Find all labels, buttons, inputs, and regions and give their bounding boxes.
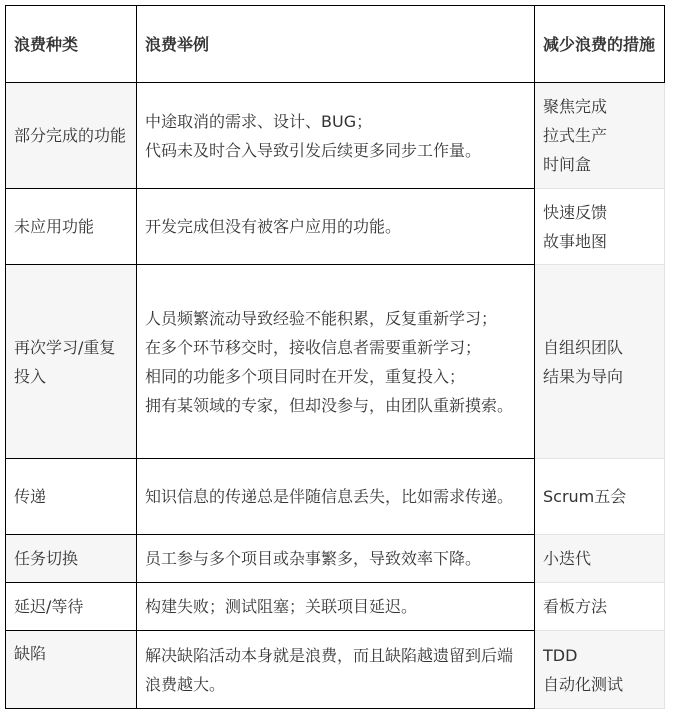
- table-header-row: [6, 6, 665, 83]
- measures-cell: [535, 535, 665, 583]
- table-row: [6, 189, 665, 265]
- measure-line: 快速反馈: [543, 202, 608, 222]
- waste-examples-cell: [137, 583, 535, 631]
- measure-line: 聚焦完成: [543, 97, 608, 116]
- example-line: 员工参与多个项目或杂事繁多，导致效率下降。: [145, 549, 482, 568]
- header-waste-examples: 浪费举例: [137, 6, 535, 83]
- header-reduction-measures: 减少浪费的措施: [535, 6, 665, 83]
- measure-line: 时间盒: [543, 155, 592, 174]
- table-row: [6, 459, 665, 535]
- table-row: [6, 631, 665, 709]
- waste-examples-cell: [137, 265, 535, 459]
- measures-cell: [535, 583, 665, 631]
- waste-examples-cell: [137, 459, 535, 535]
- example-line: 构建失败；测试阻塞；关联项目延迟。: [145, 597, 418, 616]
- measure-line: TDD: [543, 645, 578, 665]
- waste-examples-cell: [137, 189, 535, 265]
- example-line: 开发完成但没有被客户应用的功能。: [145, 217, 402, 236]
- waste-type-cell: 任务切换: [6, 535, 137, 583]
- waste-type-cell: 延迟/等待: [6, 583, 137, 631]
- measures-cell: [535, 189, 665, 265]
- header-waste-type: 浪费种类: [6, 6, 137, 83]
- measure-line: 结果为导向: [543, 366, 624, 386]
- example-line: 在多个环节移交时，接收信息者需要重新学习；: [145, 337, 482, 357]
- example-line: 知识信息的传递总是伴随信息丢失，比如需求传递。: [145, 487, 514, 506]
- waste-type-cell: 再次学习/重复投入: [6, 265, 137, 459]
- example-line: 中途取消的需求、设计、BUG；: [145, 111, 373, 131]
- measure-line: 看板方法: [543, 597, 608, 616]
- waste-examples-cell: [137, 83, 535, 189]
- waste-type-cell: 传递: [6, 459, 137, 535]
- table-row: [6, 265, 665, 459]
- waste-type-cell: 未应用功能: [6, 189, 137, 265]
- example-line: 相同的功能多个项目同时在开发，重复投入；: [145, 366, 466, 386]
- table-row: [6, 83, 665, 189]
- example-line: 人员频繁流动导致经验不能积累，反复重新学习；: [145, 308, 498, 328]
- measures-cell: [535, 265, 665, 459]
- waste-examples-cell: [137, 535, 535, 583]
- measure-line: 拉式生产: [543, 126, 608, 145]
- measures-cell: [535, 631, 665, 709]
- waste-examples-cell: [137, 631, 535, 709]
- table-row: [6, 535, 665, 583]
- measure-line: 自动化测试: [543, 674, 624, 694]
- waste-type-cell: 部分完成的功能: [6, 83, 137, 189]
- measures-cell: [535, 459, 665, 535]
- measure-line: 自组织团队: [543, 337, 624, 357]
- measures-cell: [535, 83, 665, 189]
- example-line: 解决缺陷活动本身就是浪费，而且缺陷越遗留到后端浪费越大。: [145, 645, 514, 694]
- example-line: 代码未及时合入导致引发后续更多同步工作量。: [145, 140, 482, 160]
- waste-table: [5, 5, 665, 709]
- measure-line: Scrum五会: [543, 487, 627, 506]
- table-row: [6, 583, 665, 631]
- example-line: 拥有某领域的专家，但却没参与，由团队重新摸索。: [145, 395, 514, 415]
- measure-line: 小迭代: [543, 549, 592, 568]
- waste-type-cell: 缺陷: [6, 631, 137, 709]
- measure-line: 故事地图: [543, 231, 608, 251]
